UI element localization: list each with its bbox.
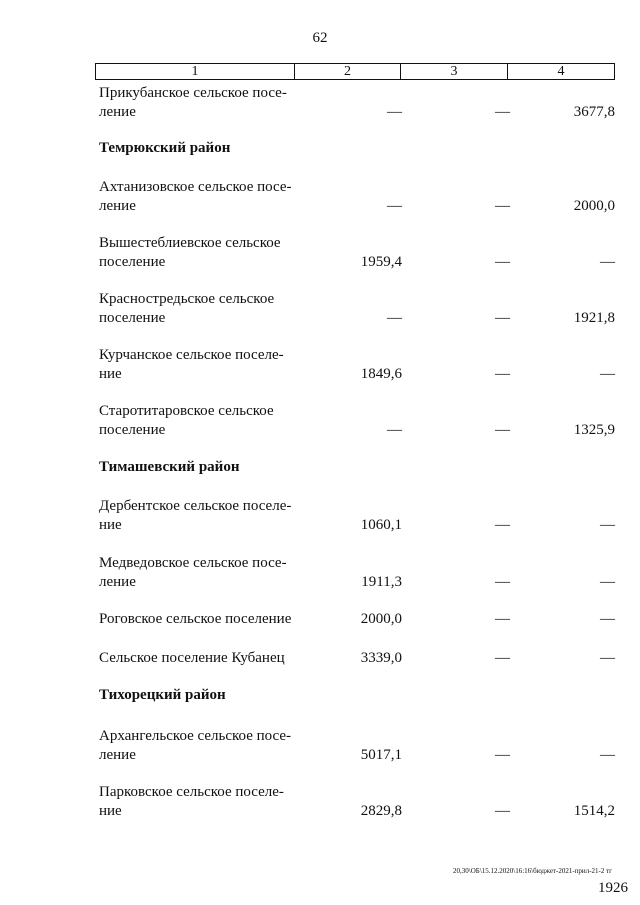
page-number: 62	[312, 30, 328, 46]
table-row	[99, 649, 615, 668]
table-row	[99, 290, 615, 328]
row-name: Парковское сельское поселе-ние	[99, 784, 284, 819]
row-col-2: —	[387, 104, 402, 120]
row-col-2: 1959,4	[360, 254, 402, 270]
table-row	[99, 402, 615, 440]
row-col-4: —	[600, 747, 615, 763]
row-name: Ахтанизовское сельское посе-ление	[99, 179, 292, 214]
row-name: Архангельское сельское посе-ление	[99, 728, 292, 763]
row-name: Старотитаровское сельское поселение	[99, 403, 274, 438]
row-col-2: 1060,1	[360, 517, 402, 533]
row-col-2: 1849,6	[360, 366, 402, 382]
district-heading: Тимашевский район	[99, 459, 240, 475]
district-heading: Тихорецкий район	[99, 687, 226, 703]
row-col-4: 1325,9	[573, 422, 615, 438]
row-col-3: —	[495, 366, 510, 382]
row-col-3: —	[495, 422, 510, 438]
row-col-2: 3339,0	[360, 650, 402, 666]
table-row	[99, 554, 615, 592]
row-name: Медведовское сельское посе-ление	[99, 555, 287, 590]
row-col-3: —	[495, 650, 510, 666]
row-col-2: 2829,8	[360, 803, 402, 819]
table-row	[99, 234, 615, 272]
row-col-4: —	[600, 366, 615, 382]
row-col-2: —	[387, 422, 402, 438]
row-col-3: —	[495, 574, 510, 590]
table-row	[99, 727, 615, 765]
row-col-4: 2000,0	[573, 198, 615, 214]
table-row	[99, 497, 615, 535]
row-col-4: 3677,8	[573, 104, 615, 120]
row-col-3: —	[495, 803, 510, 819]
row-col-4: —	[600, 517, 615, 533]
table-row	[99, 610, 615, 629]
header-col-1: 1	[191, 63, 199, 79]
row-name: Роговское сельское поселение	[99, 611, 292, 627]
row-col-3: —	[495, 198, 510, 214]
row-col-3: —	[495, 254, 510, 270]
row-col-3: —	[495, 747, 510, 763]
row-col-2: 2000,0	[360, 611, 402, 627]
table-row	[99, 346, 615, 384]
row-col-4: —	[600, 650, 615, 666]
row-col-2: 1911,3	[361, 574, 402, 590]
table-header	[95, 63, 615, 80]
header-col-2: 2	[294, 64, 400, 79]
row-col-3: —	[495, 310, 510, 326]
row-col-3: —	[495, 611, 510, 627]
table-row	[99, 178, 615, 216]
row-name: Курчанское сельское поселе-ние	[99, 347, 284, 382]
header-col-4: 4	[507, 64, 614, 79]
row-name: Сельское поселение Кубанец	[99, 650, 285, 666]
document-number: 1926	[598, 880, 628, 896]
row-name: Вышестеблиевское сельское поселение	[99, 235, 281, 270]
row-col-4: —	[600, 254, 615, 270]
row-col-3: —	[495, 517, 510, 533]
table-row	[99, 84, 615, 122]
row-col-2: —	[387, 310, 402, 326]
row-col-4: 1514,2	[573, 803, 615, 819]
row-name: Дербентское сельское поселе-ние	[99, 498, 292, 533]
row-col-3: —	[495, 104, 510, 120]
document-code: 20,30\ОБ\15.12.2020\16:16\бюджет-2021-прил-21-2 тг	[453, 867, 612, 875]
row-col-4: 1921,8	[573, 310, 615, 326]
row-col-2: 5017,1	[360, 747, 402, 763]
row-col-4: —	[600, 611, 615, 627]
row-name: Прикубанское сельское посе-ление	[99, 85, 287, 120]
row-col-2: —	[387, 198, 402, 214]
header-col-3: 3	[400, 64, 507, 79]
district-heading: Темрюкский район	[99, 140, 231, 156]
row-col-4: —	[600, 574, 615, 590]
row-name: Красностредьское сельское поселение	[99, 291, 275, 326]
table-row	[99, 783, 615, 821]
